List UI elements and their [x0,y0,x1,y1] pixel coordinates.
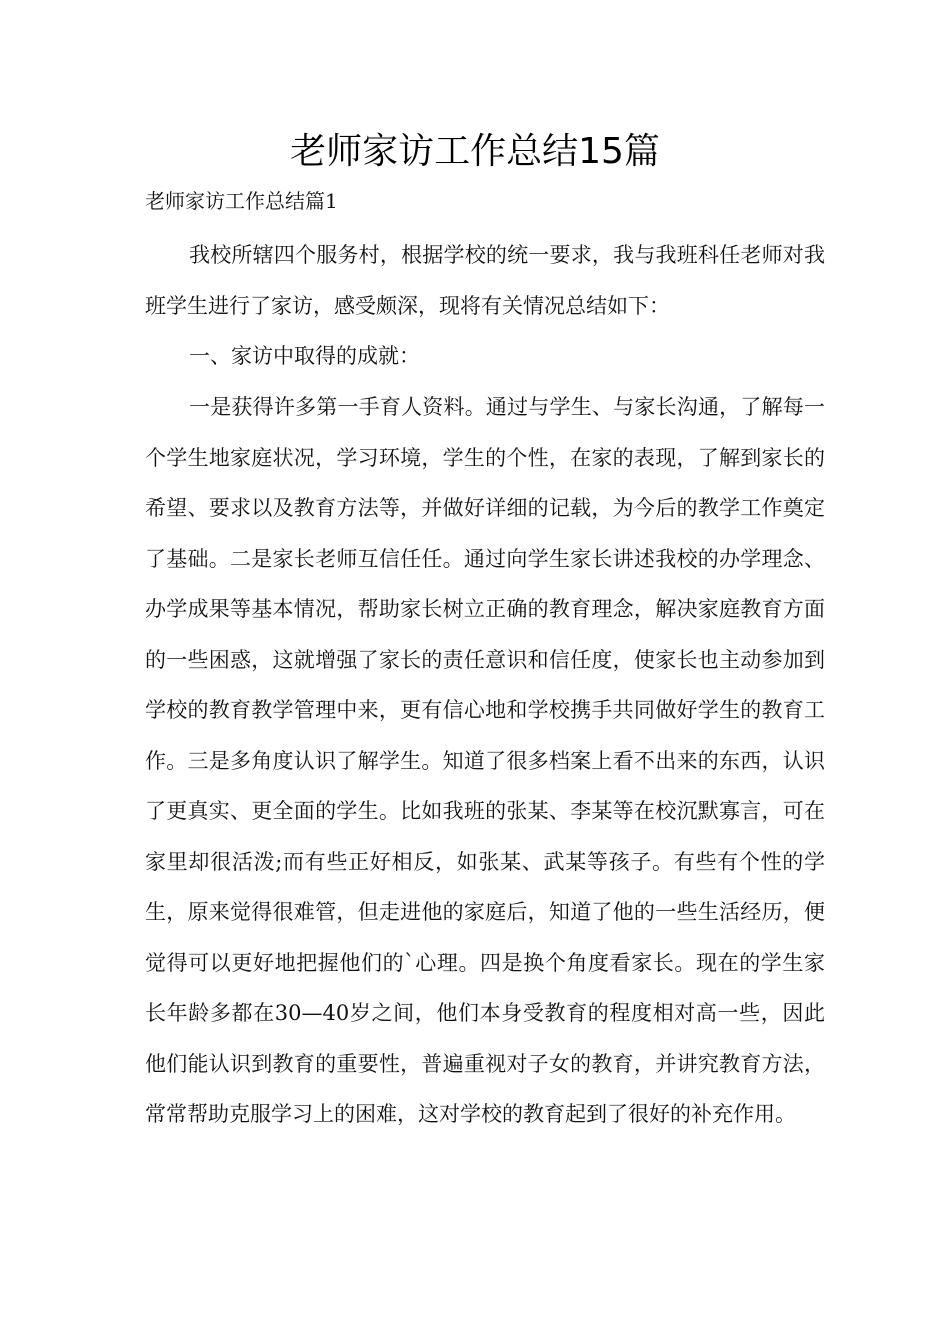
subheading-paragraph: 一、家访中取得的成就： [189,344,420,368]
document-title: 老师家访工作总结15篇 [290,131,660,172]
section-heading: 老师家访工作总结篇1 [145,189,338,213]
intro-paragraph: 我校所辖四个服务村，根据学校的统一要求，我与我班科任老师对我班学生进行了家访，感受颇深，现将有关情况总结如下： [145,243,825,318]
body-paragraph: 一是获得许多第一手育人资料。通过与学生、与家长沟通，了解每一个学生地家庭状况，学习环境，学生的个性，在家的表现，了解到家长的希望、要求以及教育方法等，并做好详细的记载，为今后的教学工作奠定了基础。二是家长老师互信任任。通过向学生家长讲述我校的办学理念、办学成果等基本情况，帮助家长树立正确的教育理念，解决家庭教育方面的一些困惑，这就增强了家长的责任意识和信任度，使家长也主动参加到学校的教育教学管理中来，更有信心地和学校携手共同做好学生的教育工作。三是多角度认识了解学生。知道了很多档案上看不出来的东西，认识了更真实、更全面的学生。比如我班的张某、李某等在校沉默寡言，可在家里却很活泼;而有些正好相反，如张某、武某等孩子。有些有个性的学生，原来觉得很难管，但走进他的家庭后，知道了他的一些生活经历，便觉得可以更好地把握他们的`心理。四是换个角度看家长。现在的学生家长年龄多都在30—40岁之间，他们本身受教育的程度相对高一些，因此他们能认识到教育的重要性，普遍重视对子女的教育，并讲究教育方法，常常帮助克服学习上的困难，这对学校的教育起到了很好的补充作用。 [145,395,825,1126]
